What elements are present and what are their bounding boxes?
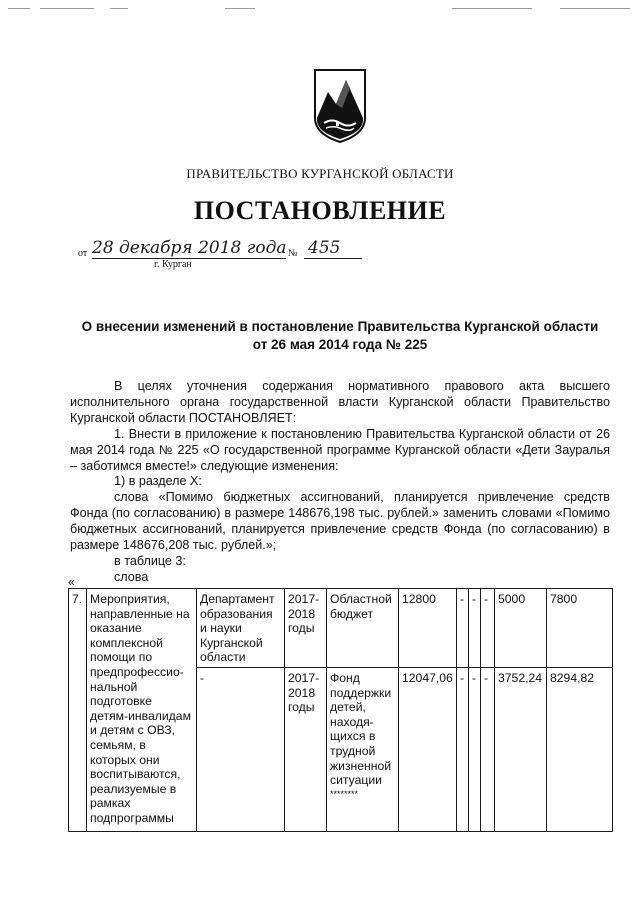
subject-line-2: от 26 мая 2014 года № 225 [252,337,428,352]
period-cell: 2017-2018 годы [285,667,327,831]
scan-artifact-line [452,8,532,9]
document-body [70,379,610,586]
subject-line-1: О внесении изменений в постановление Правительства Курганской области [81,319,599,334]
body-paragraph: 1) в разделе X: [114,474,202,489]
footnote-marker: ******** [330,788,359,799]
date-number-line [78,236,398,270]
document-type-title: ПОСТАНОВЛЕНИЕ [193,196,447,225]
body-paragraph: 1. Внести в приложение к постановлению Правительства Курганской области от 26 мая 2014 года № 225 «О государственной программе Курганской области «Дети Зауралья – заботимся вместе!» следующие изменения: [70,426,610,473]
year-amount-cell: - [457,589,469,668]
table-row [69,589,613,668]
coat-of-arms-icon [312,68,368,144]
year-amount-cell: 7800 [547,589,613,668]
funding-source-cell: Областной бюджет [327,589,399,668]
body-paragraph: слова [114,569,149,584]
year-amount-cell: - [481,667,495,831]
funding-source-cell [327,667,399,831]
city-name: г. Курган [154,259,192,270]
year-amount-cell: - [469,667,481,831]
opening-quote: « [68,575,75,589]
total-amount-cell: 12800 [399,589,457,668]
year-amount-cell: 5000 [495,589,547,668]
measure-name-cell: Мероприятия, направленные на оказание комплексной помощи по предпрофессио-нальной подготовке детям-инвалидам и детям с ОВЗ, семьям, в которых они воспитываются, реализуемые в рамках подпрограммы [87,589,197,832]
scan-artifact-line [40,8,94,9]
body-paragraph: в таблице 3: [114,553,186,568]
year-amount-cell: - [481,589,495,668]
year-amount-cell: 8294,82 [547,667,613,831]
government-name: ПРАВИТЕЛЬСТВО КУРГАНСКОЙ ОБЛАСТИ [186,166,454,181]
handwritten-number: 455 [308,238,341,258]
measures-table [68,588,613,832]
total-amount-cell: 12047,06 [399,667,457,831]
date-prefix: от [78,248,88,259]
document-subject [60,318,620,354]
year-amount-cell: - [457,667,469,831]
handwritten-date: 28 декабря 2018 года [92,238,287,258]
year-amount-cell: - [469,589,481,668]
scan-artifact-line [225,8,255,9]
period-cell: 2017-2018 годы [285,589,327,668]
executor-cell: - [197,667,285,831]
scan-artifact-line [110,8,128,9]
row-number-cell: 7. [69,589,87,832]
number-prefix: № [288,248,298,259]
scan-artifact-line [8,8,30,9]
executor-cell: Департамент образования и науки Курганской области [197,589,285,668]
year-amount-cell: 3752,24 [495,667,547,831]
body-paragraph: слова «Помимо бюджетных ассигнований, планируется привлечение средств Фонда (по согласованию) в размере 148676,198 тыс. рублей.» заменить словами «Помимо бюджетных ассигнований, планируется привлечение средств Фонда (по согласованию) в размере 148676,208 тыс. рублей.»; [70,490,610,553]
body-paragraph: В целях уточнения содержания нормативного правового акта высшего исполнительного органа государственной власти Курганской области Правительство Курганской области ПОСТАНОВЛЯЕТ: [70,379,610,425]
funding-source-text: Фонд поддержки детей, находя-щихся в трудной жизненной ситуации [330,670,392,788]
number-underline [304,258,362,259]
scan-artifact-line [560,8,630,9]
